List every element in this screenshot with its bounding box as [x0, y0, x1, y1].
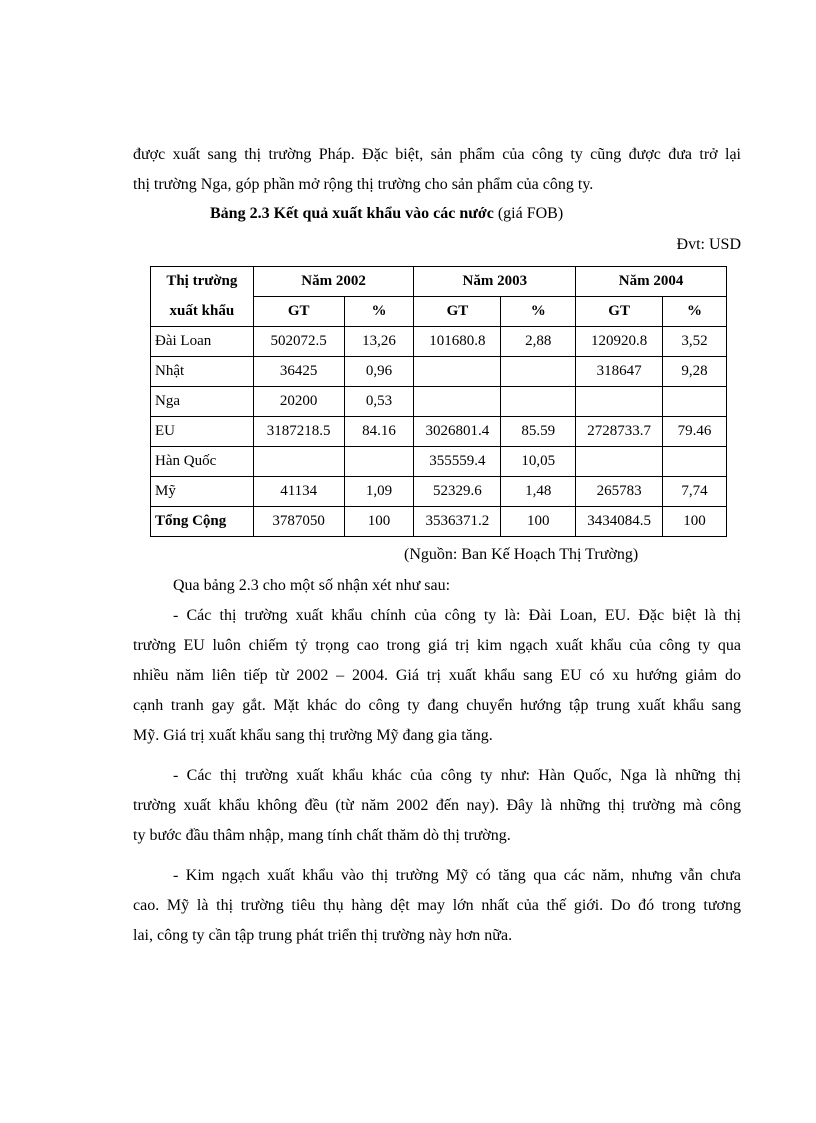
- paragraph-lead: Qua bảng 2.3 cho một số nhận xét như sau:: [173, 577, 451, 594]
- table-row: [151, 327, 727, 357]
- percent-cell: 10,05: [501, 447, 576, 477]
- bullet-line: Mỹ. Giá trị xuất khẩu sang thị trường Mỹ đang gia tăng.: [133, 727, 493, 744]
- table-row: [151, 447, 727, 477]
- table-row: [151, 477, 727, 507]
- percent-header: %: [344, 297, 414, 327]
- percent-cell: [501, 387, 576, 417]
- paragraph-line: thị trường Nga, góp phần mở rộng thị trường cho sản phẩm của công ty.: [133, 176, 594, 193]
- percent-cell: 0,53: [344, 387, 414, 417]
- market-name-cell: Đài Loan: [151, 327, 254, 357]
- gt-cell: 502072.5: [253, 327, 344, 357]
- table-caption-suffix: (giá FOB): [493, 205, 564, 222]
- percent-cell: 2,88: [501, 327, 576, 357]
- gt-header: GT: [414, 297, 501, 327]
- gt-cell: [576, 387, 663, 417]
- table-caption-label: Bảng 2.3 Kết quả xuất khẩu vào các nước: [210, 205, 494, 222]
- gt-cell: 36425: [253, 357, 344, 387]
- gt-cell: 3026801.4: [414, 417, 501, 447]
- table-header-row: [151, 267, 727, 297]
- market-name-cell: Hàn Quốc: [151, 447, 254, 477]
- gt-cell: 3434084.5: [576, 507, 663, 537]
- market-name-cell: Tổng Cộng: [151, 507, 254, 537]
- table-row: [151, 417, 727, 447]
- percent-cell: 84.16: [344, 417, 414, 447]
- gt-cell: 355559.4: [414, 447, 501, 477]
- percent-cell: 100: [501, 507, 576, 537]
- market-name-cell: EU: [151, 417, 254, 447]
- gt-cell: 101680.8: [414, 327, 501, 357]
- percent-header: %: [501, 297, 576, 327]
- gt-cell: 41134: [253, 477, 344, 507]
- gt-cell: 318647: [576, 357, 663, 387]
- gt-header: GT: [576, 297, 663, 327]
- bullet-line: trường xuất khẩu không đều (từ năm 2002 đến nay). Đây là những thị trường mà công: [133, 797, 741, 814]
- gt-cell: 20200: [253, 387, 344, 417]
- percent-cell: 1,48: [501, 477, 576, 507]
- percent-cell: 0,96: [344, 357, 414, 387]
- gt-cell: 2728733.7: [576, 417, 663, 447]
- market-name-cell: Nhật: [151, 357, 254, 387]
- table-subheader-row: [151, 297, 727, 327]
- table-row: [151, 387, 727, 417]
- gt-cell: [414, 357, 501, 387]
- gt-cell: 3187218.5: [253, 417, 344, 447]
- export-table: [150, 266, 727, 537]
- percent-cell: 79.46: [663, 417, 727, 447]
- gt-cell: [576, 447, 663, 477]
- percent-cell: 3,52: [663, 327, 727, 357]
- bullet-line: lai, công ty cần tập trung phát triển thị trường này hơn nữa.: [133, 927, 513, 944]
- bullet-line: - Kim ngạch xuất khẩu vào thị trường Mỹ có tăng qua các năm, nhưng vẫn chưa: [173, 867, 741, 884]
- gt-cell: 52329.6: [414, 477, 501, 507]
- year-header: Năm 2004: [576, 267, 727, 297]
- percent-cell: 13,26: [344, 327, 414, 357]
- gt-cell: 3787050: [253, 507, 344, 537]
- percent-cell: 9,28: [663, 357, 727, 387]
- bullet-line: cao. Mỹ là thị trường tiêu thụ hàng dệt may lớn nhất của thế giới. Do đó trong tương: [133, 897, 741, 914]
- percent-cell: [501, 357, 576, 387]
- percent-cell: 1,09: [344, 477, 414, 507]
- unit-label: Đvt: USD: [676, 236, 741, 253]
- percent-cell: 100: [663, 507, 727, 537]
- gt-cell: [253, 447, 344, 477]
- table-row: [151, 507, 727, 537]
- market-header: Thị trường: [151, 267, 254, 297]
- percent-cell: [663, 447, 727, 477]
- percent-cell: [344, 447, 414, 477]
- market-name-cell: Nga: [151, 387, 254, 417]
- table-caption: [210, 205, 563, 223]
- gt-cell: [414, 387, 501, 417]
- bullet-line: nhiều năm liên tiếp từ 2002 – 2004. Giá trị xuất khẩu sang EU có xu hướng giảm do: [133, 667, 741, 684]
- percent-header: %: [663, 297, 727, 327]
- market-name-cell: Mỹ: [151, 477, 254, 507]
- bullet-line: cạnh tranh gay gắt. Mặt khác do công ty đang chuyển hướng tập trung xuất khẩu sang: [133, 697, 741, 714]
- bullet-line: ty bước đầu thâm nhập, mang tính chất thăm dò thị trường.: [133, 827, 511, 844]
- year-header: Năm 2003: [414, 267, 576, 297]
- year-header: Năm 2002: [253, 267, 414, 297]
- gt-cell: 265783: [576, 477, 663, 507]
- market-header: xuất khẩu: [151, 297, 254, 327]
- percent-cell: 100: [344, 507, 414, 537]
- source-note: (Nguồn: Ban Kế Hoạch Thị Trường): [404, 546, 639, 563]
- percent-cell: 85.59: [501, 417, 576, 447]
- bullet-line: trường EU luôn chiếm tỷ trọng cao trong giá trị kim ngạch xuất khẩu của công ty qua: [133, 637, 741, 654]
- percent-cell: 7,74: [663, 477, 727, 507]
- gt-header: GT: [253, 297, 344, 327]
- gt-cell: 3536371.2: [414, 507, 501, 537]
- table-row: [151, 357, 727, 387]
- gt-cell: 120920.8: [576, 327, 663, 357]
- bullet-line: - Các thị trường xuất khẩu khác của công ty như: Hàn Quốc, Nga là những thị: [173, 767, 741, 784]
- bullet-line: - Các thị trường xuất khẩu chính của công ty là: Đài Loan, EU. Đặc biệt là thị: [173, 607, 741, 624]
- percent-cell: [663, 387, 727, 417]
- paragraph-line: được xuất sang thị trường Pháp. Đặc biệt, sản phẩm của công ty cũng được đưa trở lại: [133, 146, 741, 163]
